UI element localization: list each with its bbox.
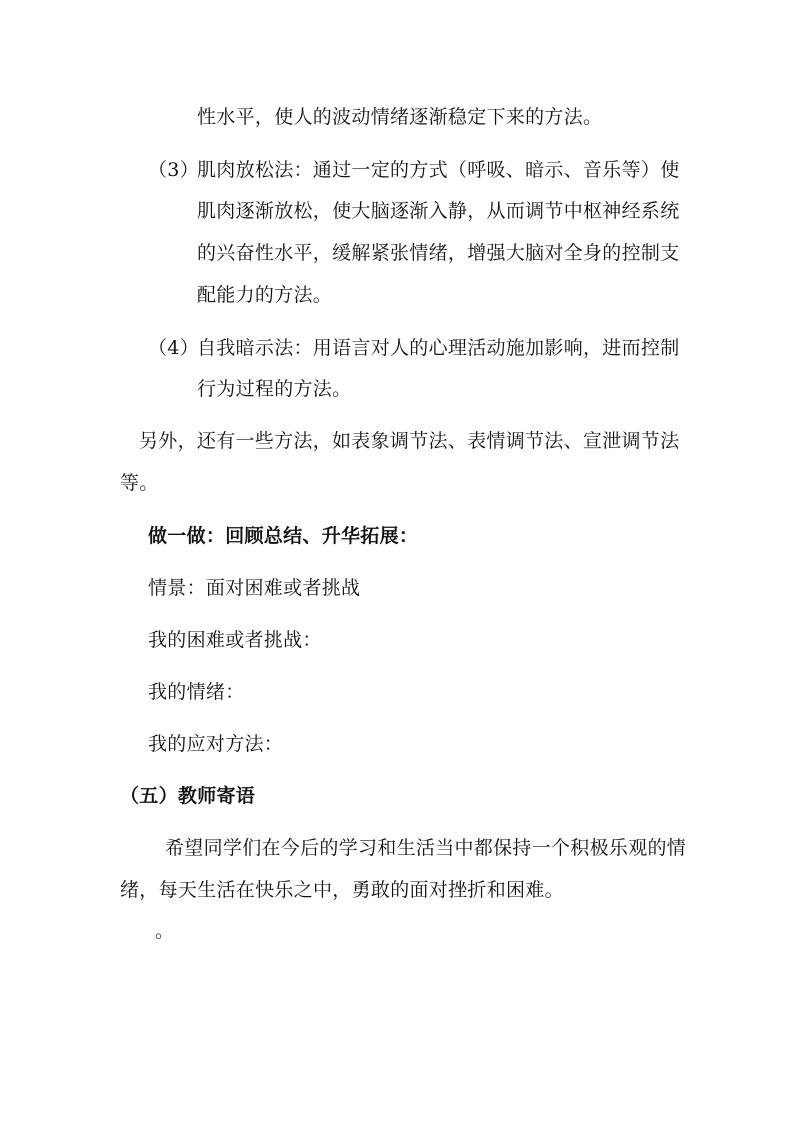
other-methods-line1: 另外，还有一些方法，如表象调节法、表情调节法、宣泄调节法 bbox=[139, 430, 680, 452]
item3-number: （3） bbox=[148, 159, 199, 181]
item4-line2: 行为过程的方法。 bbox=[197, 378, 352, 400]
activity-scene: 情景：面对困难或者挑战 bbox=[148, 577, 361, 599]
trailing-period: 。 bbox=[155, 920, 175, 942]
activity-emotion: 我的情绪： bbox=[148, 681, 245, 703]
teacher-message-line1: 希望同学们在今后的学习和生活当中都保持一个积极乐观的情 bbox=[165, 837, 687, 859]
item4-line1: 自我暗示法：用语言对人的心理活动施加影响，进而控制 bbox=[197, 337, 680, 359]
item3-line2: 肌肉逐渐放松，使大脑逐渐入静，从而调节中枢神经系统 bbox=[197, 200, 680, 222]
section5-heading: （五）教师寄语 bbox=[120, 785, 256, 807]
other-methods-line2: 等。 bbox=[120, 472, 159, 494]
item3-line1: 肌肉放松法：通过一定的方式（呼吸、暗示、音乐等）使 bbox=[197, 159, 680, 181]
item2-continuation: 性水平，使人的波动情绪逐渐稳定下来的方法。 bbox=[197, 106, 603, 128]
activity-method: 我的应对方法： bbox=[148, 733, 284, 755]
teacher-message-line2: 绪，每天生活在快乐之中，勇敢的面对挫折和困难。 bbox=[120, 879, 564, 901]
item4-number: （4） bbox=[148, 337, 199, 359]
item3-line4: 配能力的方法。 bbox=[197, 284, 333, 306]
activity-heading: 做一做：回顾总结、升华拓展： bbox=[148, 525, 419, 547]
item3-line3: 的兴奋性水平，缓解紧张情绪，增强大脑对全身的控制支 bbox=[197, 242, 680, 264]
activity-challenge: 我的困难或者挑战： bbox=[148, 629, 322, 651]
